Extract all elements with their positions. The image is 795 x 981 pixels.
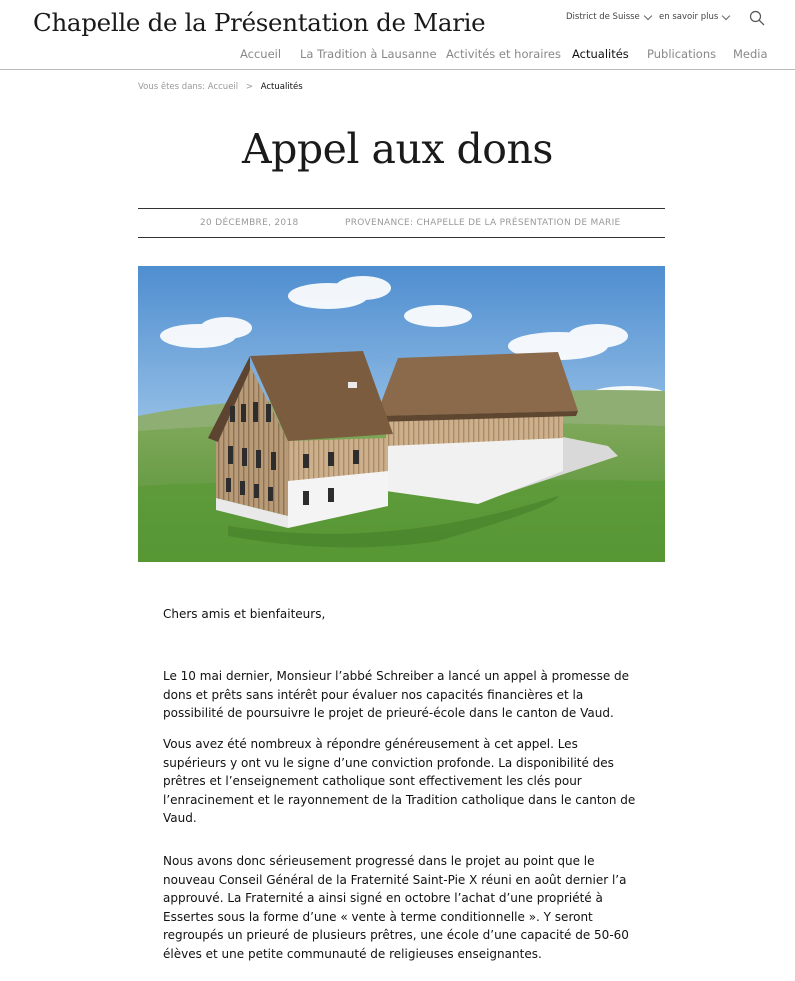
- paragraph: Le 10 mai dernier, Monsieur l’abbé Schreiber a lancé un appel à promesse de dons et prêts sans intérêt pour évaluer nos capacités financières et la possibilité de poursuivre le projet de prieuré-école dans le canton de Vaud.: [163, 669, 630, 721]
- nav-actualites[interactable]: Actualités: [572, 47, 629, 61]
- breadcrumb: [138, 82, 303, 92]
- site-title[interactable]: Chapelle de la Présentation de Marie: [33, 8, 486, 37]
- nav-tradition[interactable]: La Tradition à Lausanne: [300, 47, 437, 61]
- meta-rule-top: [138, 208, 665, 209]
- article-source: PROVENANCE: CHAPELLE DE LA PRÉSENTATION DE MARIE: [345, 218, 621, 228]
- article-paragraph-2: [163, 735, 643, 828]
- meta-rule-bottom: [138, 237, 665, 238]
- article-paragraph-1: [163, 667, 643, 723]
- search-icon[interactable]: [749, 10, 765, 26]
- paragraph: Nous avons donc sérieusement progressé dans le projet au point que le nouveau Conseil Général de la Fraternité Saint-Pie X réuni en août dernier l’a approuvé. La Fraternité a ainsi signé en octobre l’achat d’une propriété à Essertes sous la forme d’une « vente à terme conditionnelle ». Y seront regroupés un prieuré de plusieurs prêtres, une école d’une capacité de 50-60 élèves et une petite communauté de religieuses enseignantes.: [163, 854, 629, 961]
- article-date: 20 DÉCEMBRE, 2018: [200, 218, 299, 228]
- paragraph: Chers amis et bienfaiteurs,: [163, 607, 326, 621]
- chevron-down-icon: [644, 11, 652, 19]
- nav-accueil[interactable]: Accueil: [240, 47, 282, 61]
- page-title: Appel aux dons: [242, 125, 553, 173]
- article-greeting: [163, 605, 643, 624]
- breadcrumb-home[interactable]: Accueil: [207, 82, 239, 92]
- nav-activites[interactable]: Activités et horaires: [446, 47, 561, 61]
- more-menu-label: en savoir plus: [659, 12, 719, 22]
- more-menu[interactable]: [659, 12, 729, 22]
- article-image: [138, 266, 665, 562]
- article-paragraph-3: [163, 852, 643, 964]
- breadcrumb-prefix: Vous êtes dans:: [138, 82, 206, 92]
- nav-media[interactable]: Media: [733, 47, 768, 61]
- breadcrumb-separator: >: [245, 82, 253, 92]
- district-menu-label: District de Suisse: [566, 12, 640, 22]
- header-divider: [0, 69, 795, 70]
- district-menu[interactable]: [566, 12, 651, 22]
- chevron-down-icon: [722, 11, 730, 19]
- paragraph: Vous avez été nombreux à répondre généreusement à cet appel. Les supérieurs y ont vu le signe d’une conviction profonde. La disponibilité des prêtres et l’enseignement catholique sont effectivement les clés pour l’enracinement et le rayonnement de la Tradition catholique dans le canton de Vaud.: [163, 737, 636, 826]
- nav-publications[interactable]: Publications: [647, 47, 717, 61]
- breadcrumb-current: Actualités: [260, 82, 303, 92]
